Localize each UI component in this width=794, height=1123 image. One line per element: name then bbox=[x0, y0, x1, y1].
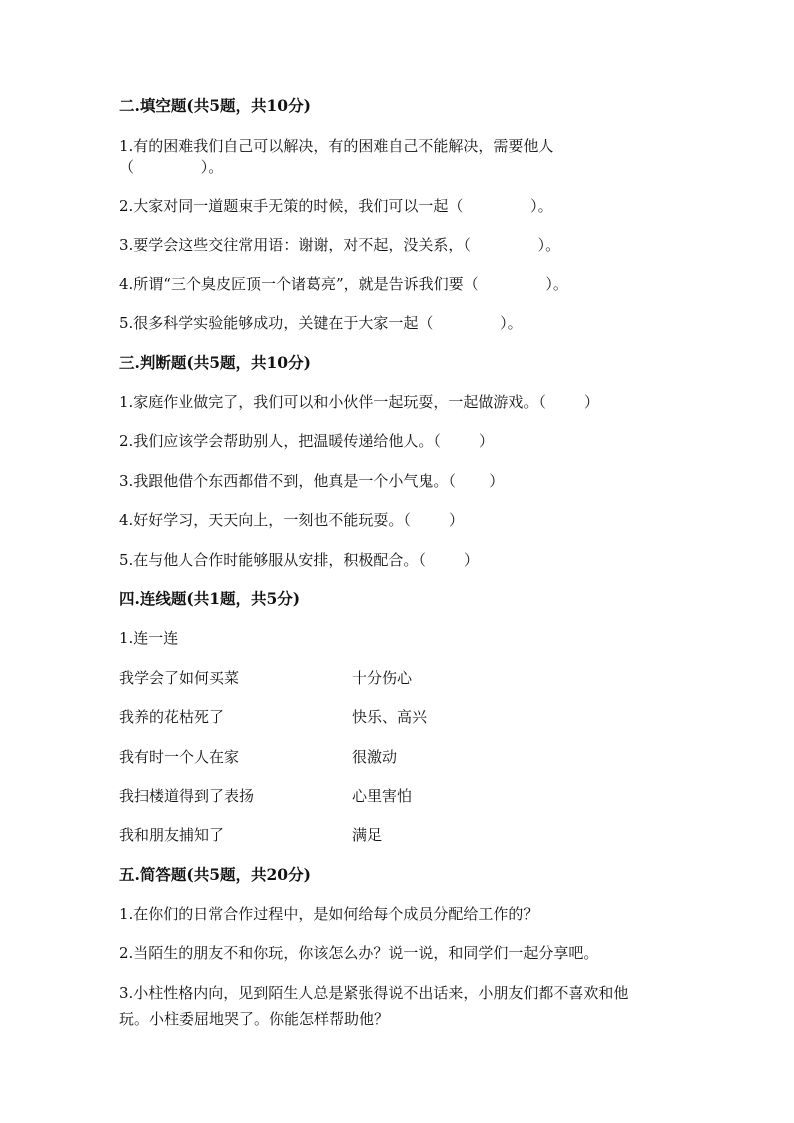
matching-left-item: 我和朋友捕知了 bbox=[119, 826, 225, 844]
section-heading-short-answer: 五.简答题(共5题，共20分) bbox=[119, 865, 311, 884]
short-answer-question-3-cont: 玩。小柱委屈地哭了。你能怎样帮助他？ bbox=[119, 1010, 390, 1028]
short-answer-question-2: 2.当陌生的朋友不和你玩，你该怎么办？说一说，和同学们一起分享吧。 bbox=[119, 944, 599, 962]
fill-question-3: 3.要学会这些交往常用语：谢谢，对不起，没关系，（ ）。 bbox=[119, 236, 561, 254]
matching-left-item: 我扫楼道得到了表扬 bbox=[119, 787, 255, 805]
matching-right-item: 快乐、高兴 bbox=[352, 708, 428, 726]
judge-question-5: 5.在与他人合作时能够服从安排，积极配合。（ ） bbox=[119, 551, 479, 569]
matching-question-1: 1.连一连 bbox=[119, 629, 179, 647]
matching-right-item: 十分伤心 bbox=[352, 669, 413, 687]
fill-question-2: 2.大家对同一道题束手无策的时候，我们可以一起（ ）。 bbox=[119, 197, 553, 215]
fill-question-4: 4.所谓“三个臭皮匠顶一个诸葛亮”，就是告诉我们要（ ）。 bbox=[119, 275, 568, 293]
section-heading-judge: 三.判断题(共5题，共10分) bbox=[119, 353, 311, 372]
judge-question-2: 2.我们应该学会帮助别人，把温暖传递给他人。（ ） bbox=[119, 432, 494, 450]
fill-question-5: 5.很多科学实验能够成功，关键在于大家一起（ ）。 bbox=[119, 314, 523, 332]
short-answer-question-3: 3.小柱性格内向，见到陌生人总是紧张得说不出话来，小朋友们都不喜欢和他 bbox=[119, 984, 629, 1002]
matching-left-item: 我养的花枯死了 bbox=[119, 708, 225, 726]
judge-question-3: 3.我跟他借个东西都借不到，他真是一个小气鬼。（ ） bbox=[119, 472, 505, 490]
section-heading-matching: 四.连线题(共1题，共5分) bbox=[119, 589, 301, 608]
matching-right-item: 心里害怕 bbox=[352, 787, 413, 805]
short-answer-question-1: 1.在你们的日常合作过程中，是如何给每个成员分配给工作的？ bbox=[119, 905, 539, 923]
matching-right-item: 很激动 bbox=[352, 748, 398, 766]
section-heading-fill-blank: 二.填空题(共5题，共10分) bbox=[119, 96, 311, 115]
matching-right-item: 满足 bbox=[352, 826, 383, 844]
matching-left-item: 我学会了如何买菜 bbox=[119, 669, 240, 687]
judge-question-4: 4.好好学习，天天向上，一刻也不能玩耍。（ ） bbox=[119, 511, 464, 529]
matching-left-item: 我有时一个人在家 bbox=[119, 748, 240, 766]
fill-question-1: 1.有的困难我们自己可以解决，有的困难自己不能解决，需要他人 bbox=[119, 137, 554, 155]
judge-question-1: 1.家庭作业做完了，我们可以和小伙伴一起玩耍，一起做游戏。（ ） bbox=[119, 393, 599, 411]
fill-question-1-blank: （ ）。 bbox=[119, 158, 224, 176]
